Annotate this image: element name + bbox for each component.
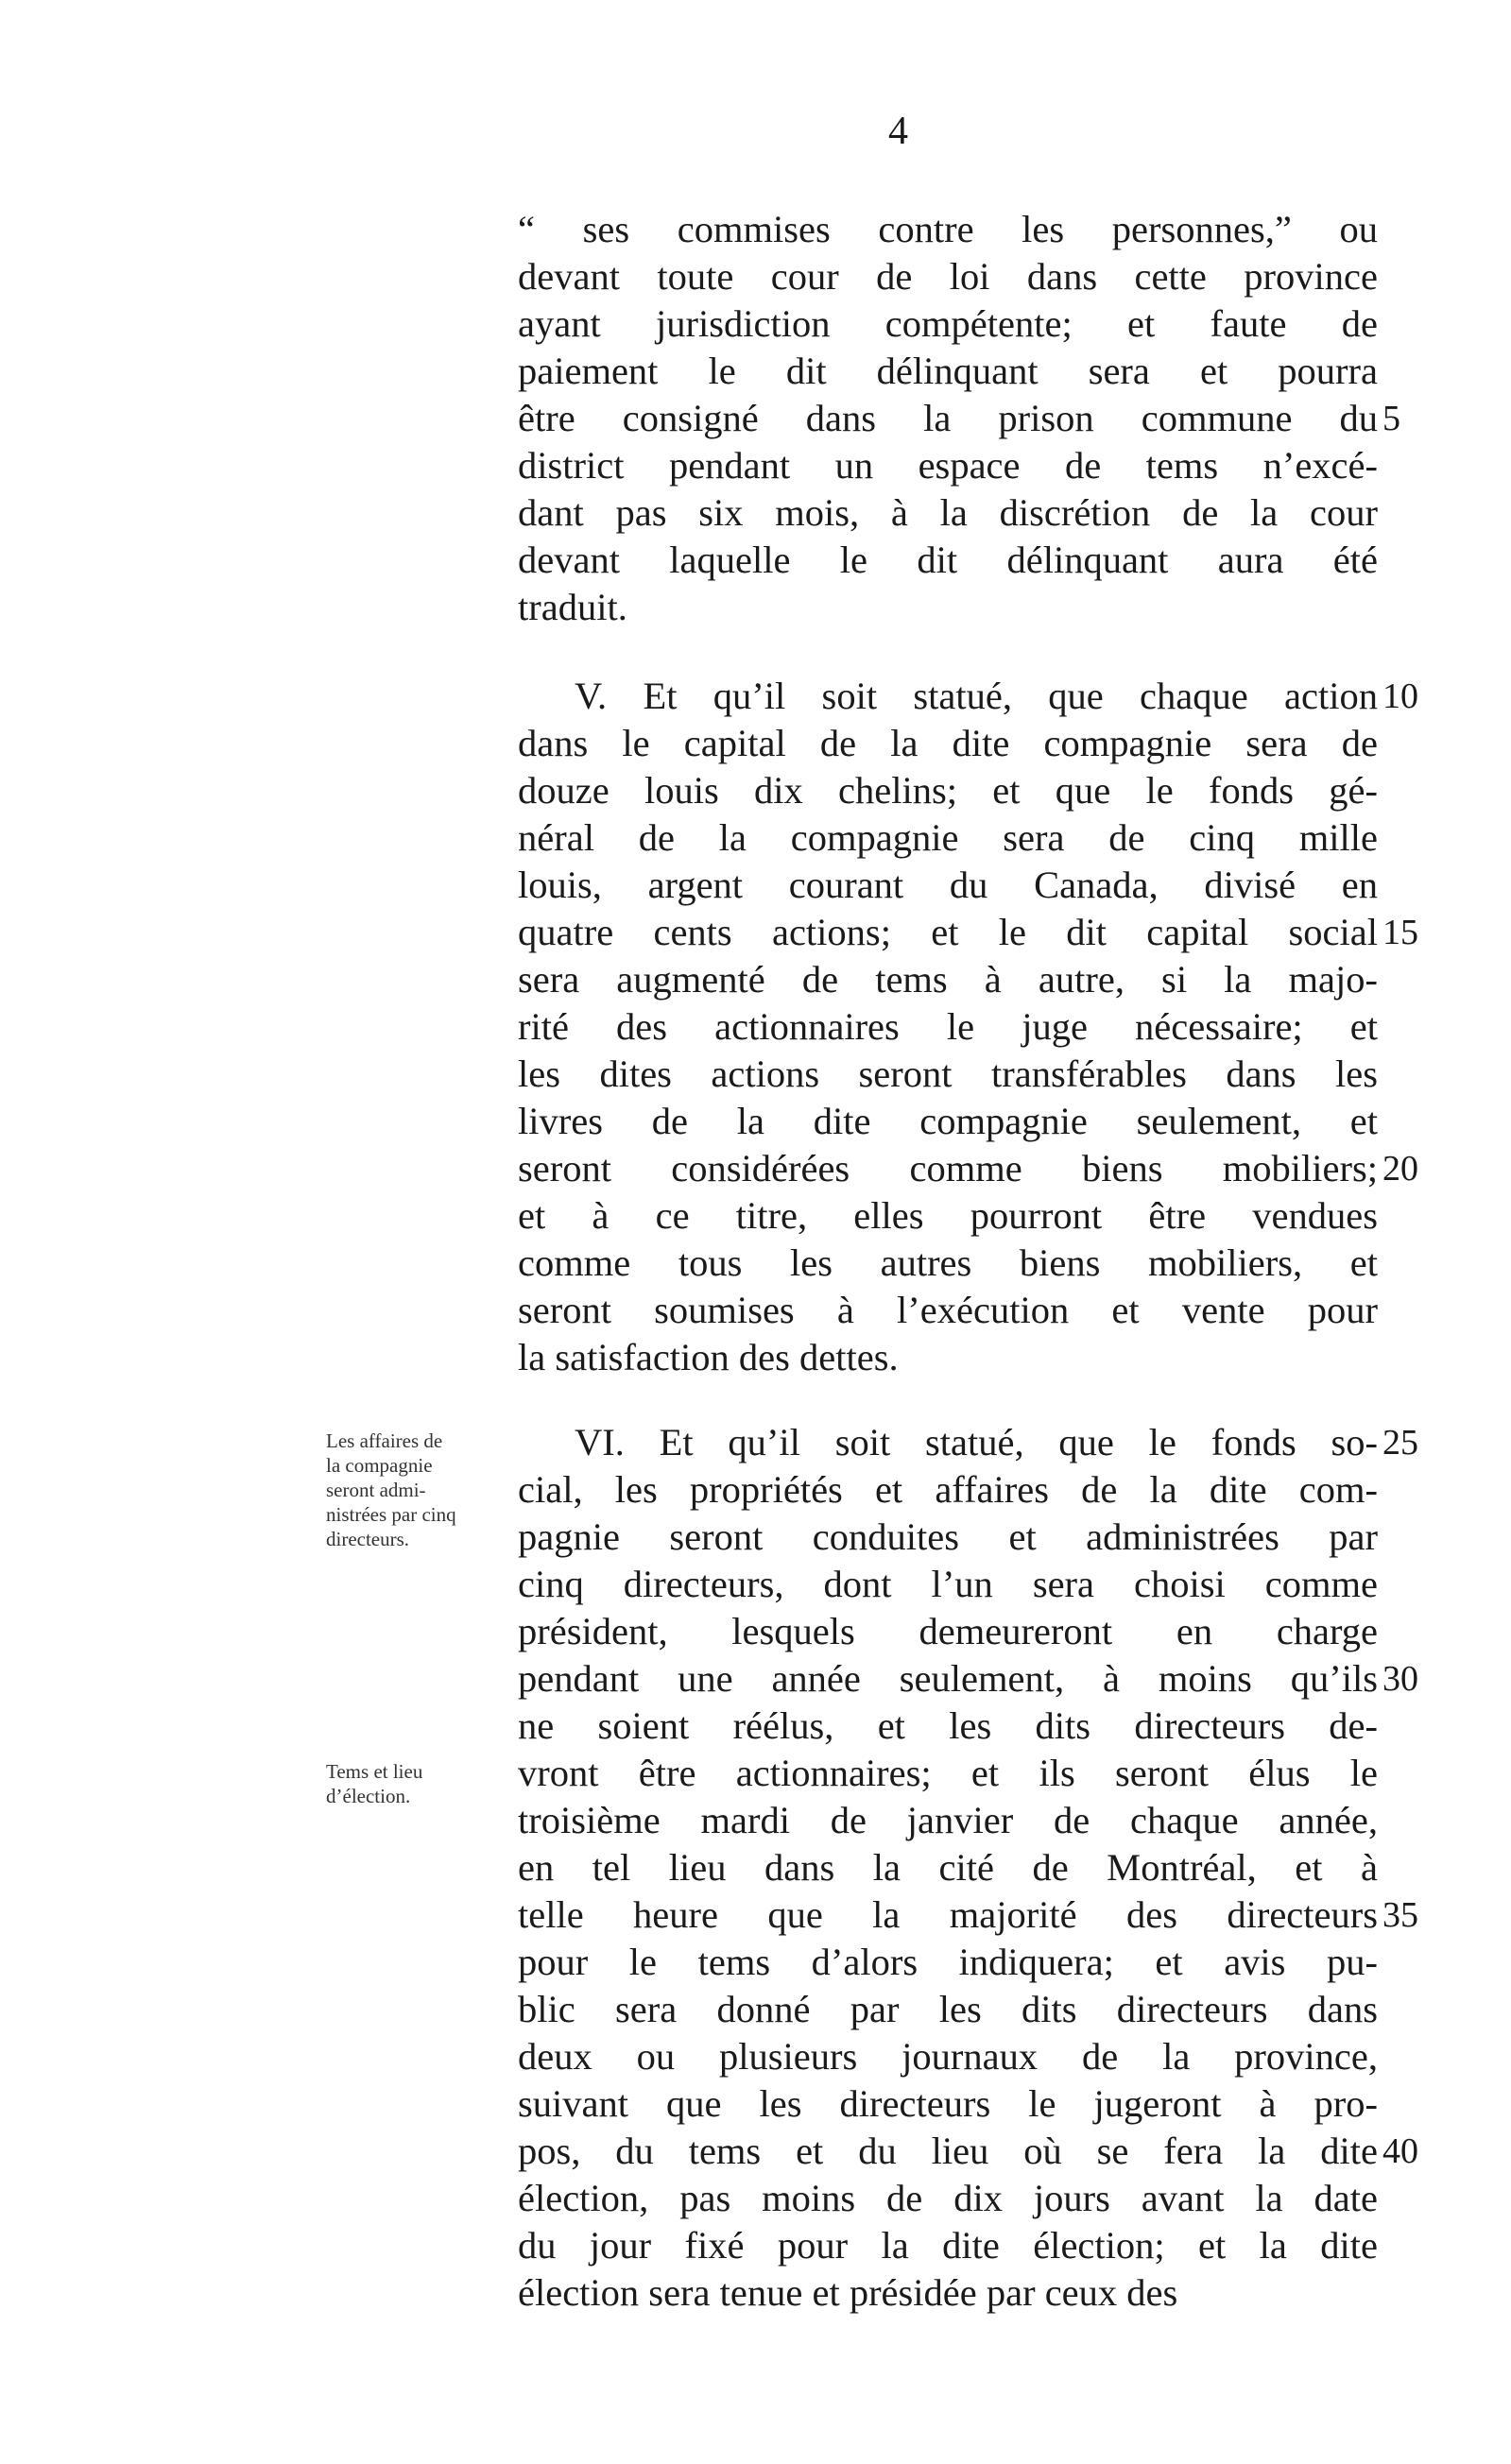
text-line	[518, 1192, 1378, 1240]
text-line	[518, 1986, 1378, 2033]
text-line	[518, 909, 1418, 956]
line-text: et à ce titre, elles pourront être vendues	[518, 1194, 1378, 1237]
line-text: louis, argent courant du Canada, divisé en	[518, 864, 1378, 906]
text-line	[518, 1939, 1378, 1986]
text-line	[518, 206, 1378, 253]
line-text: néral de la compagnie sera de cinq mille	[518, 816, 1378, 859]
line-text: rité des actionnaires le juge nécessaire; et	[518, 1005, 1378, 1048]
line-text: pos, du tems et du lieu où se fera la dite	[518, 2130, 1378, 2172]
text-line	[518, 537, 1378, 584]
margin-note-line: d’élection.	[326, 1785, 411, 1807]
line-text: dant pas six mois, à la discrétion de la cour	[518, 491, 1378, 534]
line-text: deux ou plusieurs journaux de la province,	[518, 2035, 1378, 2078]
text-line	[518, 1419, 1418, 1466]
line-text: dans le capital de la dite compagnie sera de	[518, 722, 1378, 764]
line-text: quatre cents actions; et le dit capital social	[518, 911, 1378, 953]
text-line	[518, 1145, 1418, 1192]
margin-note-line: nistrées par cinq	[326, 1503, 456, 1526]
margin-note-line: la compagnie	[326, 1454, 433, 1477]
line-text: VI. Et qu’il soit statué, que le fonds so-	[575, 1421, 1378, 1463]
text-line	[518, 1334, 1378, 1381]
text-line	[518, 489, 1378, 537]
margin-note-line: Les affaires de	[326, 1429, 443, 1452]
text-line	[518, 1466, 1378, 1514]
text-line	[518, 1561, 1378, 1608]
line-text: seront soumises à l’exécution et vente pour	[518, 1289, 1378, 1331]
text-line	[518, 1750, 1378, 1797]
line-text: douze louis dix chelins; et que le fonds gé-	[518, 769, 1378, 812]
line-number: 20	[1382, 1149, 1418, 1189]
line-text: sera augmenté de tems à autre, si la majo-	[518, 958, 1378, 1001]
line-text: ne soient réélus, et les dits directeurs de-	[518, 1704, 1378, 1747]
text-line	[518, 2080, 1378, 2128]
text-line	[518, 1003, 1378, 1051]
line-text: suivant que les directeurs le jugeront à pro-	[518, 2082, 1378, 2125]
paragraph-section-v	[518, 673, 1418, 1381]
text-line	[518, 442, 1378, 489]
line-text: troisième mardi de janvier de chaque année,	[518, 1799, 1378, 1841]
text-line	[518, 1703, 1378, 1750]
line-text: ayant jurisdiction compétente; et faute de	[518, 302, 1378, 345]
line-text: la satisfaction des dettes.	[518, 1336, 899, 1378]
paragraph-ending-clause-iv	[518, 206, 1400, 631]
text-line	[518, 2128, 1418, 2175]
line-text: livres de la dite compagnie seulement, et	[518, 1100, 1378, 1142]
line-number: 5	[1382, 399, 1400, 438]
page-number: 4	[888, 110, 908, 153]
text-line	[518, 584, 1378, 631]
line-text: en tel lieu dans la cité de Montréal, et à	[518, 1846, 1378, 1889]
text-line	[518, 1051, 1378, 1098]
text-line	[518, 1891, 1418, 1939]
line-text: comme tous les autres biens mobiliers, et	[518, 1241, 1378, 1284]
line-text: du jour fixé pour la dite élection; et la dite	[518, 2224, 1378, 2267]
text-line	[518, 1240, 1378, 1287]
line-number: 30	[1382, 1659, 1418, 1699]
line-text: élection, pas moins de dix jours avant la date	[518, 2177, 1378, 2219]
text-line	[518, 956, 1378, 1003]
line-number: 40	[1382, 2131, 1418, 2171]
line-number: 35	[1382, 1895, 1418, 1935]
line-text: pagnie seront conduites et administrées par	[518, 1515, 1378, 1558]
text-line	[518, 1514, 1378, 1561]
line-text: telle heure que la majorité des directeurs	[518, 1893, 1378, 1936]
text-line	[518, 1098, 1378, 1145]
text-line	[518, 300, 1378, 348]
text-line	[518, 673, 1418, 720]
text-line	[518, 1655, 1418, 1703]
line-text: devant laquelle le dit délinquant aura été	[518, 539, 1378, 581]
text-line	[518, 1287, 1378, 1334]
text-line	[518, 2222, 1378, 2269]
line-text: pour le tems d’alors indiquera; et avis pu-	[518, 1941, 1378, 1983]
line-text: être consigné dans la prison commune du	[518, 397, 1378, 439]
line-number: 10	[1382, 676, 1418, 716]
margin-note-directors	[326, 1429, 506, 1551]
line-text: président, lesquels demeureront en charge	[518, 1610, 1378, 1652]
line-text: vront être actionnaires; et ils seront élus le	[518, 1752, 1378, 1794]
text-line	[518, 2269, 1378, 2317]
margin-note-line: seront admi-	[326, 1479, 426, 1501]
text-line	[518, 2175, 1378, 2222]
line-text: élection sera tenue et présidée par ceux des	[518, 2271, 1178, 2314]
line-text: “ ses commises contre les personnes,” ou	[518, 208, 1378, 250]
margin-note-election	[326, 1759, 506, 1808]
text-line	[518, 767, 1378, 814]
line-text: traduit.	[518, 586, 627, 628]
line-text: V. Et qu’il soit statué, que chaque action	[575, 675, 1378, 717]
text-line	[518, 720, 1378, 767]
text-line	[518, 814, 1378, 862]
text-line	[518, 862, 1378, 909]
line-number: 25	[1382, 1423, 1418, 1463]
line-text: district pendant un espace de tems n’excé-	[518, 444, 1378, 487]
line-text: devant toute cour de loi dans cette province	[518, 255, 1378, 298]
line-text: paiement le dit délinquant sera et pourra	[518, 350, 1378, 392]
text-line	[518, 253, 1378, 300]
margin-note-line: Tems et lieu	[326, 1760, 423, 1783]
text-line	[518, 1608, 1378, 1655]
text-line	[518, 2033, 1378, 2080]
line-text: seront considérées comme biens mobiliers;	[518, 1147, 1378, 1189]
line-number: 15	[1382, 913, 1418, 952]
text-line	[518, 395, 1400, 442]
line-text: cinq directeurs, dont l’un sera choisi comme	[518, 1563, 1378, 1605]
paragraph-section-vi	[518, 1419, 1418, 2317]
margin-note-line: directeurs.	[326, 1528, 410, 1550]
text-line	[518, 1797, 1378, 1844]
line-text: cial, les propriétés et affaires de la dite com-	[518, 1468, 1378, 1511]
line-text: les dites actions seront transférables dans les	[518, 1052, 1378, 1095]
line-text: pendant une année seulement, à moins qu’ils	[518, 1657, 1378, 1700]
line-text: blic sera donné par les dits directeurs dans	[518, 1988, 1378, 2030]
text-line	[518, 348, 1378, 395]
text-line	[518, 1844, 1378, 1891]
